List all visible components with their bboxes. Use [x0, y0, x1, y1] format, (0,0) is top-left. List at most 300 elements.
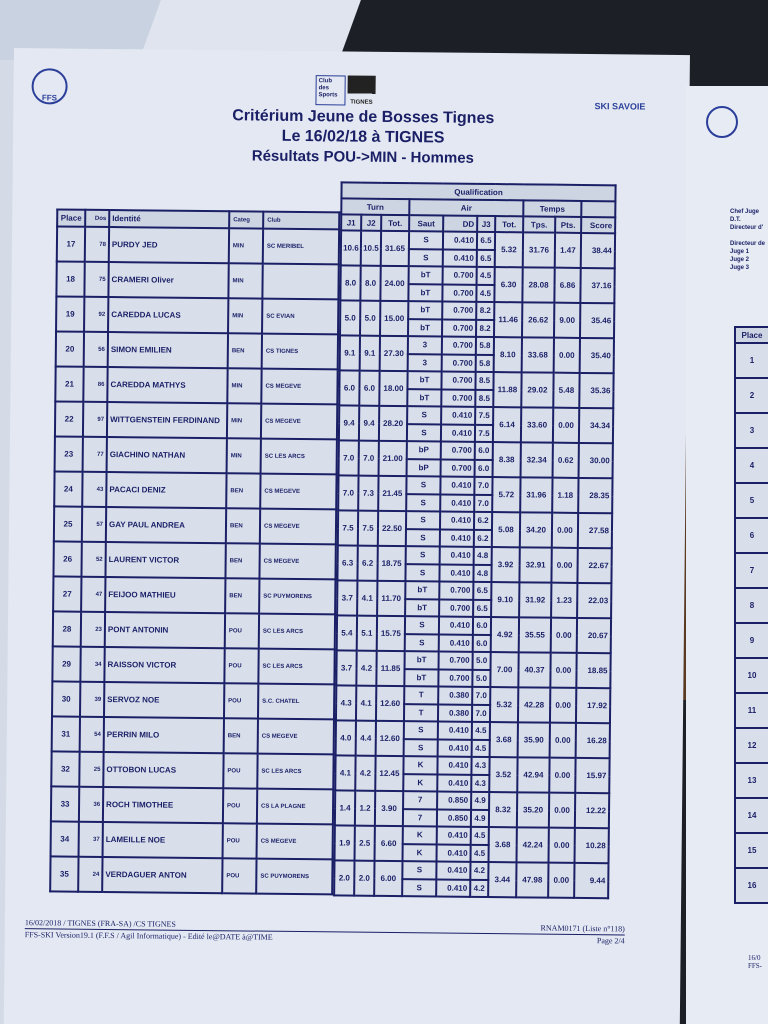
dd-cell: 0.700 [439, 599, 473, 617]
table-row [338, 510, 612, 530]
j3-cell: 7.5 [475, 407, 493, 425]
j3-cell: 7.0 [474, 477, 492, 495]
header-qualification: Qualification [341, 182, 615, 201]
name-cell: GIACHINO NATHAN [107, 437, 227, 473]
j2-cell: 7.0 [359, 441, 379, 476]
dd-cell: 0.410 [438, 721, 472, 739]
j1-cell: 7.0 [339, 440, 359, 475]
table-row [56, 296, 338, 334]
place-cell: 27 [53, 576, 81, 611]
turn-total-cell: 11.85 [376, 651, 404, 686]
air-total-cell: 3.68 [489, 827, 517, 862]
j2-cell: 7.3 [358, 476, 378, 511]
categ-cell: MIN [227, 438, 261, 473]
jump-type-cell: S [406, 494, 440, 512]
name-cell: FEIJOO MATHIEU [105, 577, 225, 613]
j3-cell: 4.5 [471, 844, 489, 862]
time-cell: 28.08 [522, 267, 554, 302]
j3-cell: 6.2 [474, 529, 492, 547]
j1-cell: 4.0 [336, 720, 356, 755]
air-total-cell: 5.72 [492, 477, 520, 512]
dos-cell: 86 [83, 367, 107, 402]
j1-cell: 3.7 [336, 650, 356, 685]
name-cell: CAREDDA MATHYS [107, 367, 227, 403]
place-cell: 9 [735, 623, 768, 658]
j3-cell: 8.2 [476, 302, 494, 320]
turn-total-cell: 27.30 [380, 336, 408, 371]
jump-type-cell: bT [408, 301, 442, 319]
dd-cell: 0.410 [440, 494, 474, 512]
table-row [335, 825, 609, 845]
table-row [56, 331, 338, 369]
table-row [52, 681, 334, 719]
time-points-cell: 0.00 [550, 653, 576, 688]
time-points-cell: 0.00 [552, 513, 578, 548]
name-cell: GAY PAUL ANDREA [106, 507, 226, 543]
page-footer [25, 918, 625, 945]
place-cell: 19 [56, 296, 84, 331]
score-cell: 38.44 [581, 233, 615, 268]
dos-cell: 25 [79, 752, 103, 787]
j3-cell: 5.8 [476, 337, 494, 355]
jump-type-cell: bT [408, 284, 442, 302]
competitor-table [49, 208, 340, 895]
dd-cell: 0.410 [443, 232, 477, 250]
club-cell: SC LES ARCS [261, 439, 337, 475]
jump-type-cell: K [403, 844, 437, 862]
air-total-cell: 5.08 [492, 512, 520, 547]
dos-cell: 56 [84, 332, 108, 367]
j2-cell: 10.5 [361, 231, 381, 266]
categ-cell: POU [225, 613, 259, 648]
jump-type-cell: S [402, 861, 436, 879]
jump-type-cell: S [407, 406, 441, 424]
score-cell: 10.28 [574, 828, 608, 863]
ski-savoie-logo-icon: SKI SAVOIE [594, 101, 646, 112]
name-cell: PURDY JED [109, 227, 229, 263]
j1-cell: 10.6 [341, 230, 361, 265]
place-cell: 31 [52, 716, 80, 751]
club-cell: CS MEGEVE [261, 369, 337, 405]
j3-cell: 4.5 [476, 284, 494, 302]
j2-cell: 7.5 [358, 511, 378, 546]
jump-type-cell: S [405, 634, 439, 652]
table-row [338, 545, 612, 565]
j3-cell: 4.5 [472, 739, 490, 757]
j2-cell: 9.4 [359, 406, 379, 441]
footer-date-location: 16/02/2018 / TIGNES (FRA-SA) /CS TIGNES [24, 918, 176, 929]
dos-cell: 77 [83, 437, 107, 472]
table-row [341, 230, 615, 250]
official-label: Chef Juge [730, 209, 760, 215]
categ-cell: POU [223, 788, 257, 823]
dos-cell: 47 [81, 577, 105, 612]
time-points-cell: 0.00 [548, 863, 574, 898]
time-cell: 29.02 [521, 372, 553, 407]
jump-type-cell: T [404, 704, 438, 722]
time-cell: 34.20 [520, 512, 552, 547]
official-label: Juge 2 [730, 257, 750, 263]
place-cell: 7 [735, 553, 768, 588]
jump-type-cell: S [406, 511, 440, 529]
j3-cell: 7.0 [472, 704, 490, 722]
header-identite: Identité [109, 210, 229, 228]
time-points-cell: 0.00 [548, 828, 574, 863]
j1-cell: 5.4 [337, 615, 357, 650]
table-row [55, 401, 337, 439]
competitor-rows [50, 226, 339, 894]
score-cell: 27.58 [578, 513, 612, 548]
j3-cell: 4.2 [470, 879, 488, 897]
score-cell: 18.85 [576, 653, 610, 688]
dd-cell: 0.410 [440, 476, 474, 494]
j3-cell: 6.5 [473, 582, 491, 600]
j3-cell: 7.5 [475, 424, 493, 442]
air-total-cell: 4.92 [491, 617, 519, 652]
j2-cell: 9.1 [360, 336, 380, 371]
title-block [113, 105, 614, 170]
time-points-cell: 0.00 [553, 408, 579, 443]
club-cell: SC LES ARCS [259, 614, 335, 650]
air-total-cell: 5.32 [490, 687, 518, 722]
jump-type-cell: S [409, 249, 443, 267]
adjacent-footer-date: 16/0 [748, 954, 761, 962]
dos-cell: 39 [80, 682, 104, 717]
time-cell: 31.92 [519, 582, 551, 617]
j3-cell: 6.2 [474, 512, 492, 530]
jump-type-cell: S [405, 616, 439, 634]
club-cell: CS MEGEVE [259, 544, 335, 580]
j3-cell: 6.0 [475, 442, 493, 460]
j3-cell: 6.5 [477, 249, 495, 267]
table-row [337, 615, 611, 635]
time-points-cell: 0.00 [549, 758, 575, 793]
j3-cell: 4.2 [470, 862, 488, 880]
time-points-cell: 9.00 [554, 303, 580, 338]
header-dd: DD [443, 216, 477, 232]
j3-cell: 5.0 [473, 652, 491, 670]
dos-cell: 78 [85, 227, 109, 262]
time-cell: 32.34 [521, 442, 553, 477]
table-row [339, 370, 613, 390]
header-blank [581, 201, 615, 217]
place-cell: 20 [56, 331, 84, 366]
table-row [334, 860, 608, 880]
dd-cell: 0.410 [437, 774, 471, 792]
table-row [52, 716, 334, 754]
dos-cell: 97 [83, 402, 107, 437]
score-cell: 22.67 [577, 548, 611, 583]
dd-cell: 0.700 [441, 389, 475, 407]
name-cell: OTTOBON LUCAS [103, 752, 223, 788]
time-points-cell: 1.18 [552, 478, 578, 513]
name-cell: WITTGENSTEIN FERDINAND [107, 402, 227, 438]
j3-cell: 4.3 [471, 774, 489, 792]
event-date: Le 16/02/18 à TIGNES [281, 127, 445, 147]
table-row [54, 506, 336, 544]
categ-cell: MIN [228, 263, 262, 298]
dos-cell: 37 [79, 822, 103, 857]
j2-cell: 1.2 [355, 791, 375, 826]
j2-cell: 2.5 [355, 826, 375, 861]
j3-cell: 4.9 [471, 792, 489, 810]
dos-cell: 43 [82, 472, 106, 507]
score-cell: 35.40 [580, 338, 614, 373]
dos-cell: 23 [81, 612, 105, 647]
jump-type-cell: K [403, 756, 437, 774]
dd-cell: 0.850 [437, 809, 471, 827]
dd-cell: 0.380 [438, 704, 472, 722]
adjacent-footer [748, 954, 762, 970]
categ-cell: POU [222, 858, 256, 893]
table-row [340, 300, 614, 320]
air-total-cell: 5.32 [495, 232, 523, 267]
place-cell: 10 [735, 658, 768, 693]
j3-cell: 4.8 [474, 547, 492, 565]
dd-cell: 0.700 [442, 336, 476, 354]
place-cell: 17 [57, 226, 85, 261]
dd-cell: 0.410 [441, 424, 475, 442]
club-cell: SC LES ARCS [257, 754, 333, 790]
time-cell: 26.62 [522, 302, 554, 337]
turn-total-cell: 28.20 [379, 406, 407, 441]
club-cell: CS TIGNES [262, 334, 338, 370]
place-cell: 35 [50, 856, 78, 891]
jump-type-cell: bT [408, 319, 442, 337]
dos-cell: 54 [80, 717, 104, 752]
footer-software: FFS-SKI Version19.1 (F.F.S / Agil Informatique) - Edité le@DATE à@TIME [24, 930, 273, 942]
score-cell: 30.00 [579, 443, 613, 478]
table-row [341, 265, 615, 285]
header-pts: Pts. [555, 217, 581, 233]
place-cell: 21 [55, 366, 83, 401]
dd-cell: 0.700 [442, 354, 476, 372]
table-row [336, 720, 610, 740]
turn-total-cell: 12.45 [375, 756, 403, 791]
table-row [57, 226, 339, 264]
score-cell: 16.28 [576, 723, 610, 758]
dd-cell: 0.410 [437, 844, 471, 862]
j3-cell: 4.8 [473, 564, 491, 582]
time-points-cell: 0.00 [550, 688, 576, 723]
dd-cell: 0.410 [439, 564, 473, 582]
jump-type-cell: S [409, 231, 443, 249]
air-total-cell: 8.10 [494, 337, 522, 372]
dd-cell: 0.410 [438, 739, 472, 757]
place-cell: 15 [735, 833, 768, 868]
time-points-cell: 6.86 [554, 268, 580, 303]
club-cell: S.C. CHATEL [258, 684, 334, 720]
officials-list [730, 208, 765, 272]
j1-cell: 7.0 [338, 475, 358, 510]
categ-cell: MIN [227, 368, 261, 403]
j2-cell: 8.0 [360, 266, 380, 301]
place-cell: 3 [735, 413, 768, 448]
footer-page-number: Page 2/4 [596, 936, 625, 946]
header-j3: J3 [477, 216, 495, 232]
score-cell: 34.34 [579, 408, 613, 443]
club-cell: SC LES ARCS [258, 649, 334, 685]
jump-type-cell: K [403, 826, 437, 844]
j1-cell: 6.3 [337, 545, 357, 580]
header-score: Score [581, 217, 615, 233]
j1-cell: 5.0 [340, 300, 360, 335]
table-row [50, 856, 332, 894]
name-cell: LAURENT VICTOR [105, 542, 225, 578]
jump-type-cell: S [406, 546, 440, 564]
dd-cell: 0.410 [440, 511, 474, 529]
place-cell: 12 [735, 728, 768, 763]
club-cell: CS MEGEVE [261, 404, 337, 440]
dd-cell: 0.380 [438, 686, 472, 704]
header-turn-tot: Tot. [381, 215, 409, 231]
official-label [730, 232, 765, 240]
table-row [51, 751, 333, 789]
table-row [340, 335, 614, 355]
categ-cell: BEN [228, 333, 262, 368]
score-cell: 37.16 [580, 268, 614, 303]
place-cell: 25 [54, 506, 82, 541]
club-logo-icon: Club des Sports [315, 75, 345, 105]
place-cell: 11 [735, 693, 768, 728]
dd-cell: 0.410 [441, 406, 475, 424]
name-cell: CAREDDA LUCAS [108, 297, 228, 333]
dos-cell: 34 [80, 647, 104, 682]
jump-type-cell: 7 [403, 791, 437, 809]
jump-type-cell: S [406, 476, 440, 494]
turn-total-cell: 3.90 [375, 791, 403, 826]
table-row [53, 541, 335, 579]
footer-list-ref: RNAM0171 (Liste n°118) [540, 923, 625, 934]
table-row [55, 436, 337, 474]
j3-cell: 8.5 [475, 372, 493, 390]
dd-cell: 0.700 [442, 301, 476, 319]
table-row [337, 650, 611, 670]
place-cell: 24 [54, 471, 82, 506]
j1-cell: 1.9 [335, 825, 355, 860]
name-cell: SIMON EMILIEN [108, 332, 228, 368]
table-row [339, 440, 613, 460]
score-cell: 12.22 [575, 793, 609, 828]
air-total-cell: 9.10 [491, 582, 519, 617]
name-cell: PONT ANTONIN [105, 612, 225, 648]
jump-type-cell: S [404, 739, 438, 757]
time-cell: 31.96 [520, 477, 552, 512]
categ-cell: BEN [224, 718, 258, 753]
club-cell: CS LA PLAGNE [257, 789, 333, 825]
dd-cell: 0.700 [438, 669, 472, 687]
name-cell: PERRIN MILO [104, 717, 224, 753]
air-total-cell: 3.44 [488, 862, 516, 897]
turn-total-cell: 24.00 [380, 266, 408, 301]
table-row [336, 685, 610, 705]
dd-cell: 0.700 [442, 319, 476, 337]
j1-cell: 7.5 [338, 510, 358, 545]
j3-cell: 6.0 [473, 634, 491, 652]
j1-cell: 8.0 [340, 265, 360, 300]
dd-cell: 0.410 [436, 879, 470, 897]
header-dos: Dos [85, 210, 109, 227]
jump-type-cell: bT [409, 266, 443, 284]
table-row [56, 261, 338, 299]
air-total-cell: 8.32 [489, 792, 517, 827]
header-place: Place [735, 327, 768, 343]
jump-type-cell: T [404, 686, 438, 704]
table-row [52, 646, 334, 684]
jump-type-cell: 3 [408, 354, 442, 372]
dd-cell: 0.700 [442, 284, 476, 302]
j2-cell: 4.4 [356, 721, 376, 756]
header-temps: Temps [523, 200, 581, 217]
place-cell: 18 [56, 261, 84, 296]
name-cell: PACACI DENIZ [106, 472, 226, 508]
j3-cell: 4.3 [471, 757, 489, 775]
j2-cell: 6.2 [357, 546, 377, 581]
time-points-cell: 0.00 [551, 618, 577, 653]
club-cell: CS MEGEVE [260, 474, 336, 510]
j3-cell: 4.5 [471, 827, 489, 845]
dd-cell: 0.700 [441, 371, 475, 389]
results-subtitle: Résultats POU->MIN - Hommes [251, 147, 475, 167]
turn-total-cell: 12.60 [376, 721, 404, 756]
time-points-cell: 5.48 [553, 373, 579, 408]
time-cell: 42.94 [517, 757, 549, 792]
event-title: Critérium Jeune de Bosses Tignes [232, 107, 495, 128]
score-cell: 28.35 [578, 478, 612, 513]
air-total-cell: 8.38 [493, 442, 521, 477]
table-row [335, 790, 609, 810]
place-cell: 23 [55, 436, 83, 471]
club-cell: SC PUYMORENS [259, 579, 335, 615]
table-row [51, 786, 333, 824]
club-cell: CS MEGEVE [258, 719, 334, 755]
jump-type-cell: S [404, 721, 438, 739]
air-total-cell: 3.68 [490, 722, 518, 757]
club-cell: CS MEGEVE [260, 509, 336, 545]
categ-cell: BEN [225, 543, 259, 578]
dos-cell: 52 [81, 542, 105, 577]
score-cell: 35.36 [579, 373, 613, 408]
turn-total-cell: 6.60 [375, 826, 403, 861]
j1-cell: 6.0 [339, 370, 359, 405]
official-label: D.T. [730, 217, 741, 223]
score-cell: 9.44 [574, 863, 608, 898]
categ-cell: POU [223, 823, 257, 858]
dd-cell: 0.410 [440, 546, 474, 564]
turn-total-cell: 6.00 [374, 861, 402, 896]
place-cell: 13 [735, 763, 768, 798]
categ-cell: BEN [225, 578, 259, 613]
name-cell: ROCH TIMOTHEE [103, 787, 223, 823]
header-saut: Saut [409, 215, 443, 231]
tignes-logo-icon: TIGNES [347, 75, 375, 105]
j3-cell: 8.2 [476, 319, 494, 337]
j1-cell: 4.1 [335, 755, 355, 790]
dd-cell: 0.700 [441, 441, 475, 459]
place-cell: 14 [735, 798, 768, 833]
official-label: Directeur d' [730, 225, 764, 231]
official-label: Directeur de [730, 241, 766, 247]
j3-cell: 4.9 [471, 809, 489, 827]
dd-cell: 0.850 [437, 791, 471, 809]
time-cell: 40.37 [518, 652, 550, 687]
turn-total-cell: 18.75 [377, 546, 405, 581]
turn-total-cell: 12.60 [376, 686, 404, 721]
dd-cell: 0.410 [437, 756, 471, 774]
dos-cell: 57 [82, 507, 106, 542]
time-cell: 42.28 [518, 687, 550, 722]
dd-cell: 0.700 [439, 581, 473, 599]
